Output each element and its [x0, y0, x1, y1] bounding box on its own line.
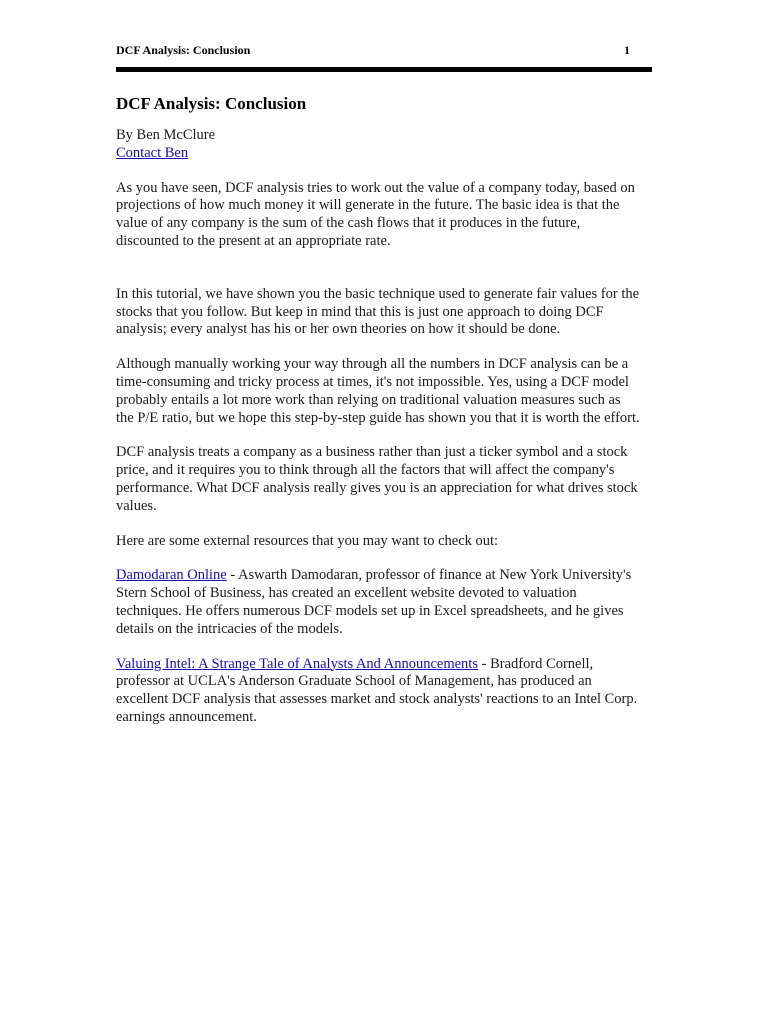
resource-intel: [116, 656, 641, 727]
paragraph-resources-intro: Here are some external resources that you may want to check out:: [116, 532, 499, 549]
resource-damodaran-text: - Aswarth Damodaran, professor of finance at New York University's Stern School of Business, has created an excellent website devoted to valuation techniques. He offers numerous DCF models set up in Excel spreadsheets, and he gives details on the intricacies of the models.: [116, 567, 632, 637]
byline: By Ben McClure: [116, 127, 216, 143]
resource-intel-text: - Bradford Cornell, professor at UCLA's Anderson Graduate School of Management, has produced an excellent DCF analysis that assesses market and stock analysts' reactions to an Intel Corp. earnings announcement.: [116, 655, 638, 725]
paragraph-intro: As you have seen, DCF analysis tries to work out the value of a company today, based on projections of how much money it will generate in the future. The basic idea is that the value of any company is the sum of the cash flows that it produces in the future, discounted to the present at an appropriate rate.: [116, 179, 635, 249]
contact-link[interactable]: Contact Ben: [116, 144, 189, 161]
damodaran-online-link[interactable]: Damodaran Online: [116, 567, 227, 584]
running-header: [116, 43, 652, 61]
running-header-title: DCF Analysis: Conclusion: [116, 43, 251, 57]
paragraph-effort: Although manually working your way through all the numbers in DCF analysis can be a time-consuming and tricky process at times, it's not impossible. Yes, using a DCF model probably entails a lot more work than relying on traditional valuation measures such as the P/E ratio, but we hope this step-by-step guide has shown you that it is worth the effort.: [116, 356, 640, 426]
resource-damodaran: [116, 567, 641, 638]
article-body: [116, 94, 641, 744]
contact-paragraph: [116, 145, 641, 163]
paragraph-tutorial: In this tutorial, we have shown you the basic technique used to generate fair values for the stocks that you follow. But keep in mind that this is just one approach to doing DCF analysis; every analyst has his or her own theories on how it should be done.: [116, 285, 640, 338]
article-title: DCF Analysis: Conclusion: [116, 94, 307, 113]
paragraph-business: DCF analysis treats a company as a business rather than just a ticker symbol and a stock price, and it requires you to think through all the factors that will affect the company's performance. What DCF analysis really gives you is an appreciation for what drives stock values.: [116, 444, 638, 514]
header-rule: [116, 67, 652, 72]
document-page: [116, 0, 652, 1024]
valuing-intel-link[interactable]: Valuing Intel: A Strange Tale of Analysts And Announcements: [116, 655, 478, 672]
page-number: 1: [624, 43, 630, 57]
